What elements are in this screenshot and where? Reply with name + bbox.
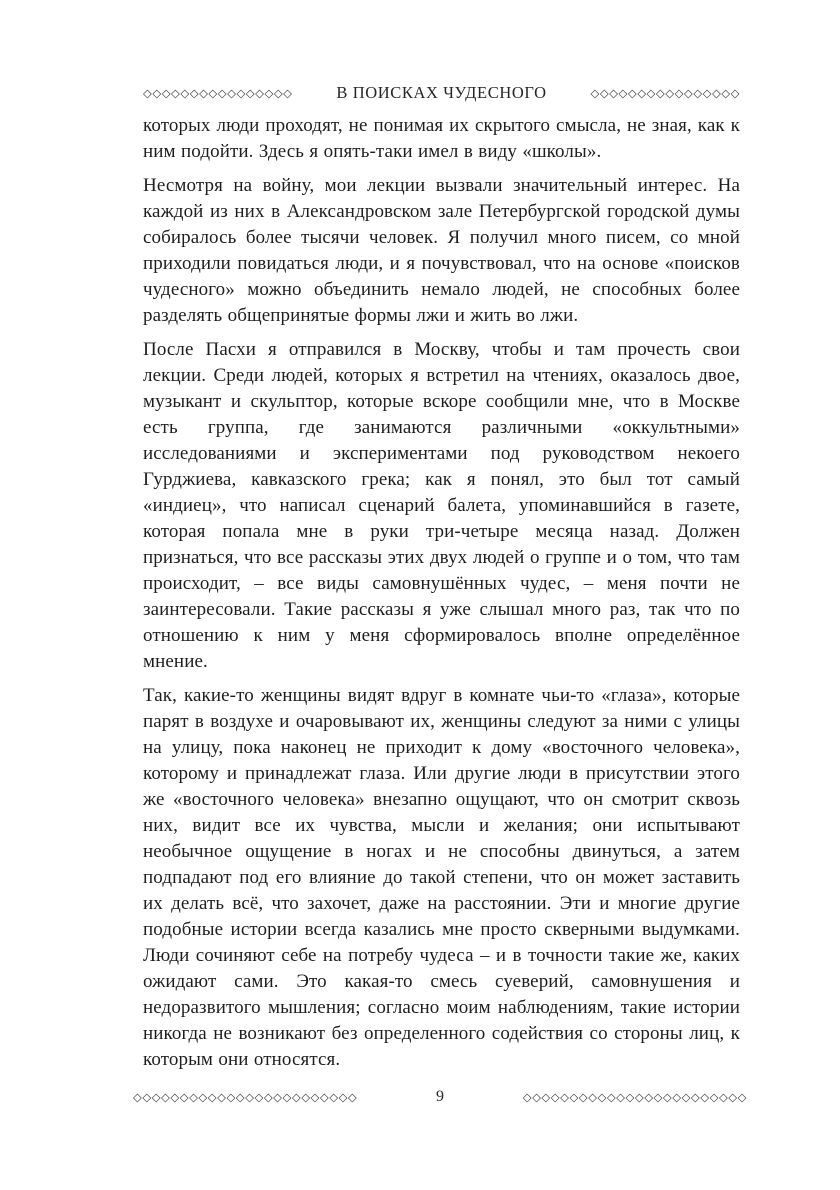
running-header-title: В ПОИСКАХ ЧУДЕСНОГО <box>336 83 547 102</box>
running-header <box>143 82 740 104</box>
footer-ornament-left-icon: ◇◇◇◇◇◇◇◇◇◇◇◇◇◇◇◇◇◇◇◇◇◇◇◇ <box>133 1090 358 1104</box>
page-number: 9 <box>436 1088 444 1105</box>
paragraph: которых люди проходят, не понимая их скрытого смысла, не зная, как к ним подойти. Здесь я опять-таки имел в виду «школы». <box>143 115 740 162</box>
paragraph: Так, какие-то женщины видят вдруг в комнате чьи-то «глаза», которые парят в воздухе и очаровывают их, женщины следуют за ними с улицы на улицу, пока наконец не приходит к дому «восточного человека», которому и принадлежат глаза. Или другие люди в присутствии этого же «восточного человека» внезапно ощущают, что он смотрит сквозь них, видит все их чувства, мысли и желания; они испытывают необычное ощущение в ногах и не способны двинуться, а затем подпадают под его влияние до такой степени, что он может заставить их делать всё, что захочет, даже на расстоянии. Эти и многие другие подобные истории всегда казались мне просто скверными выдумками. Люди сочиняют себе на потребу чудеса – и в точности такие же, каких ожидают сами. Это какая-то смесь суеверий, самовнушения и недоразвитого мышления; согласно моим наблюдениям, такие истории никогда не возникают без определенного содействия со стороны лиц, к которым они относятся. <box>143 685 740 1070</box>
paragraph: Несмотря на войну, мои лекции вызвали значительный интерес. На каждой из них в Александровском зале Петербургской городской думы собиралось более тысячи человек. Я получил много писем, со мной приходили повидаться люди, и я почувствовал, что на основе «поисков чудесного» можно объединить немало людей, не способных более разделять общепринятые формы лжи и жить во лжи. <box>143 175 740 326</box>
header-ornament-left-icon: ◇◇◇◇◇◇◇◇◇◇◇◇◇◇◇◇ <box>143 86 293 100</box>
paragraph: После Пасхи я отправился в Москву, чтобы и там прочесть свои лекции. Среди людей, которых я встретил на чтениях, оказалось двое, музыкант и скульптор, которые вскоре сообщили мне, что в Москве есть группа, где занимаются различными «оккультными» исследованиями и экспериментами под руководством некоего Гурджиева, кавказского грека; как я понял, это был тот самый «индиец», что написал сценарий балета, упоминавшийся в газете, которая попала мне в руки три-четыре месяца назад. Должен признаться, что все рассказы этих двух людей о группе и о том, что там происходит, – все виды самовнушённых чудес, – меня почти не заинтересовали. Такие рассказы я уже слышал много раз, так что по отношению к ним у меня сформировалось вполне определённое мнение. <box>143 339 740 672</box>
body-text <box>143 113 740 1073</box>
running-footer <box>133 1088 747 1106</box>
footer-ornament-right-icon: ◇◇◇◇◇◇◇◇◇◇◇◇◇◇◇◇◇◇◇◇◇◇◇◇ <box>522 1090 747 1104</box>
header-ornament-right-icon: ◇◇◇◇◇◇◇◇◇◇◇◇◇◇◇◇ <box>590 86 740 100</box>
page-content <box>143 82 740 1081</box>
